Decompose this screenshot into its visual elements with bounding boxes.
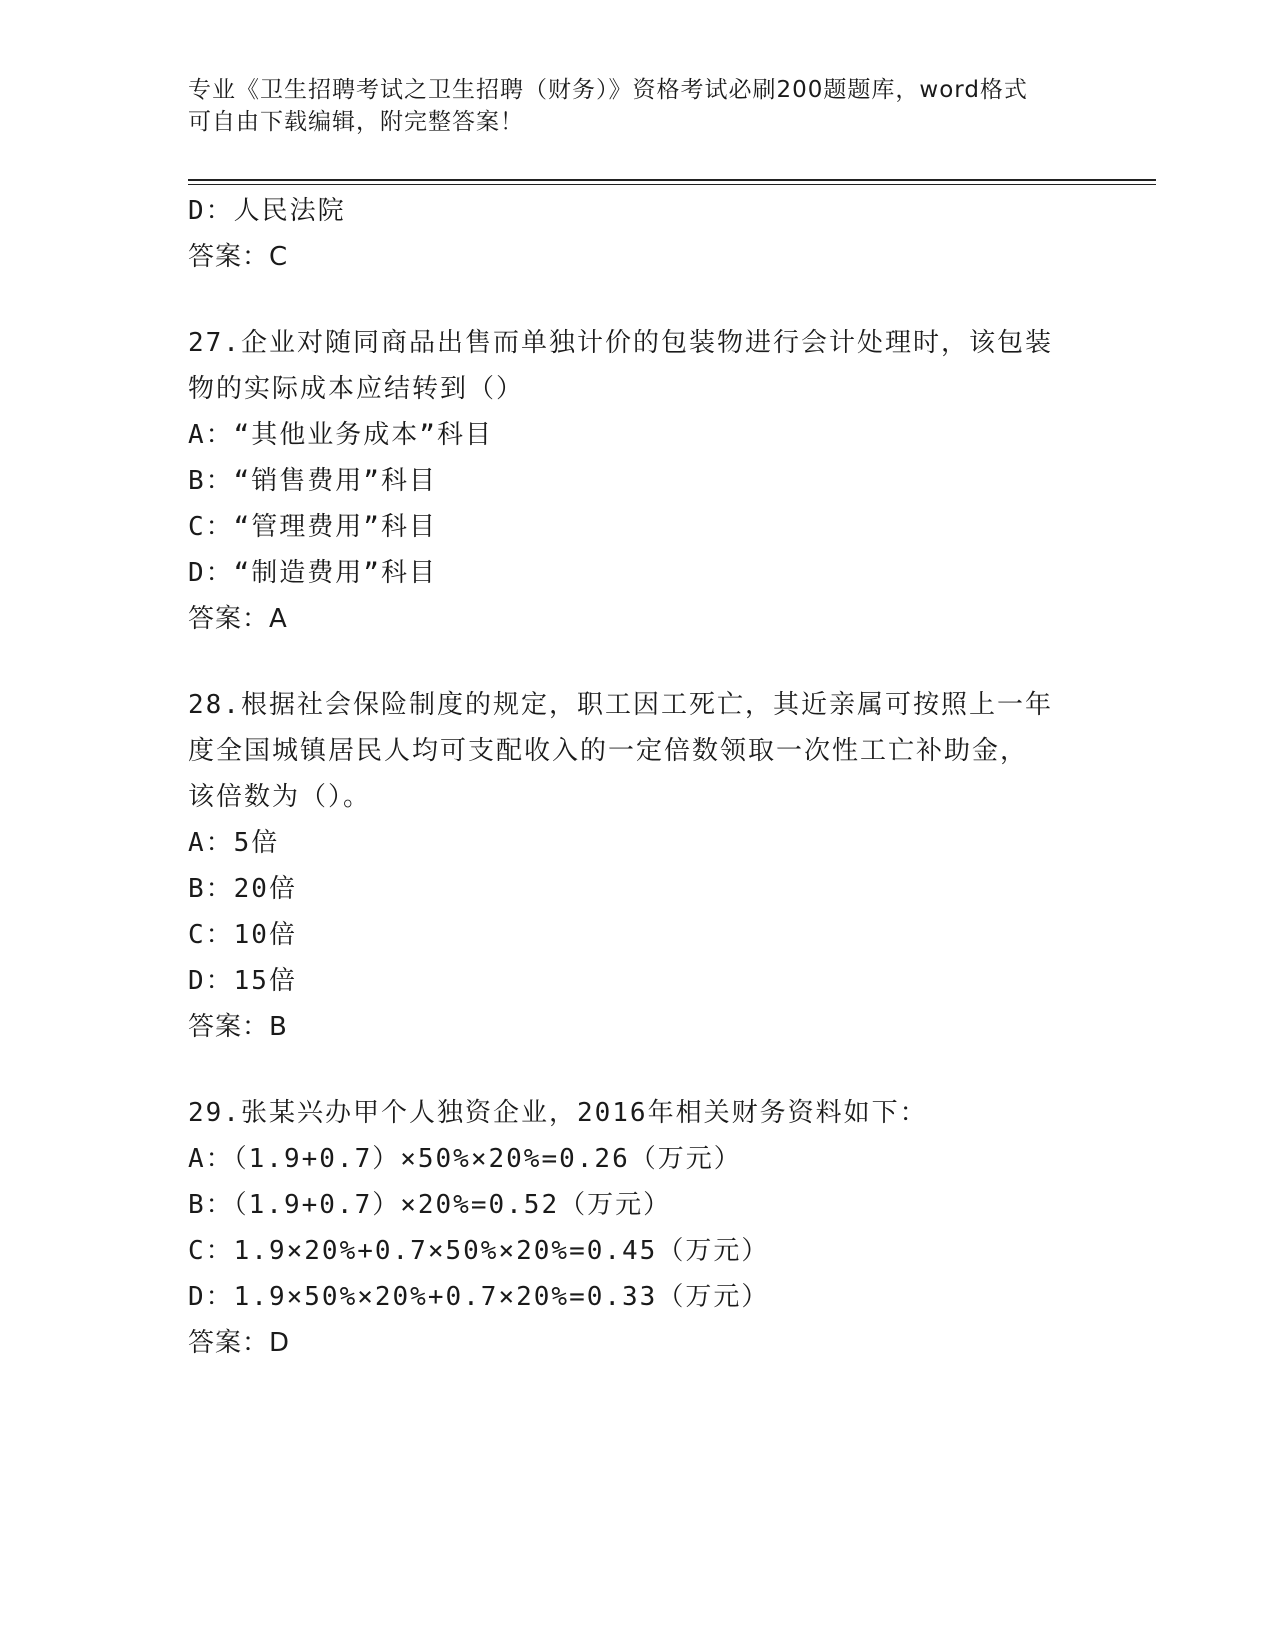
answer-line: 答案：B <box>188 1012 288 1042</box>
option-c: C：10倍 <box>188 920 297 950</box>
option-d: D：人民法院 <box>188 196 346 226</box>
option-a: A：“其他业务成本”科目 <box>188 420 493 450</box>
answer-line: 答案：A <box>188 604 288 634</box>
question-stem-line: 该倍数为（）。 <box>188 782 372 812</box>
option-c: C：1.9×20%+0.7×50%×20%=0.45（万元） <box>188 1236 770 1266</box>
question-stem-line: 29.张某兴办甲个人独资企业，2016年相关财务资料如下： <box>188 1098 928 1128</box>
question-28 <box>188 682 1088 1050</box>
option-a: A：（1.9+0.7）×50%×20%=0.26（万元） <box>188 1144 742 1174</box>
question-stem-line: 27.企业对随同商品出售而单独计价的包装物进行会计处理时，该包装 <box>188 328 1053 358</box>
previous-question-tail <box>188 188 1088 280</box>
page-header <box>188 74 1088 138</box>
header-divider-thin <box>188 184 1156 185</box>
option-d: D：“制造费用”科目 <box>188 558 437 588</box>
question-list <box>188 188 1088 1366</box>
question-stem-line: 度全国城镇居民人均可支配收入的一定倍数领取一次性工亡补助金， <box>188 736 1029 766</box>
option-d: D：15倍 <box>188 966 297 996</box>
option-a: A：5倍 <box>188 828 280 858</box>
answer-line: 答案：C <box>188 242 289 272</box>
question-29 <box>188 1090 1088 1366</box>
question-stem-line: 28.根据社会保险制度的规定，职工因工死亡，其近亲属可按照上一年 <box>188 690 1053 720</box>
header-line-1: 专业《卫生招聘考试之卫生招聘（财务）》资格考试必刷200题题库，word格式 <box>188 77 1028 103</box>
option-b: B：（1.9+0.7）×20%=0.52（万元） <box>188 1190 672 1220</box>
option-b: B：20倍 <box>188 874 297 904</box>
answer-line: 答案：D <box>188 1328 291 1358</box>
question-27 <box>188 320 1088 642</box>
header-line-2: 可自由下载编辑，附完整答案！ <box>188 109 524 135</box>
question-stem-line: 物的实际成本应结转到（） <box>188 374 525 404</box>
option-b: B：“销售费用”科目 <box>188 466 437 496</box>
header-divider-thick <box>188 179 1156 181</box>
option-d: D：1.9×50%×20%+0.7×20%=0.33（万元） <box>188 1282 770 1312</box>
option-c: C：“管理费用”科目 <box>188 512 437 542</box>
